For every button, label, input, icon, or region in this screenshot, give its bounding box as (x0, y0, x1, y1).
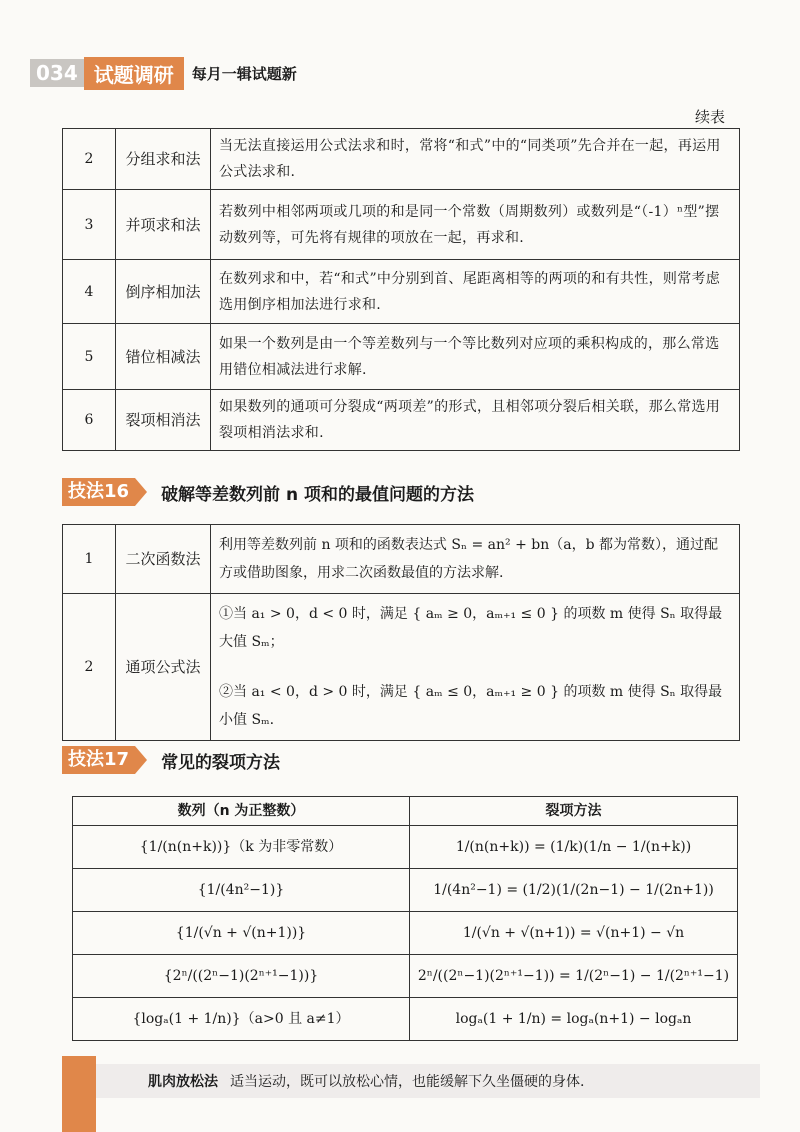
section-title: 常见的裂项方法 (161, 752, 281, 773)
tip-label: 肌肉放松法 (148, 1074, 218, 1090)
table-row (73, 912, 738, 955)
split-cell: logₐ(1 + 1/n) = logₐ(n+1) − logₐn (410, 998, 738, 1041)
method-name: 分组求和法 (116, 129, 211, 190)
column-subtitle: 每月一辑试题新 (191, 64, 297, 83)
method-description: 当无法直接运用公式法求和时，常将“和式”中的“同类项”先合并在一起，再运用公式法求和. (211, 129, 740, 190)
section-label: 技法16 (62, 478, 135, 506)
case-one: ①当 a₁ > 0，d < 0 时，满足 { aₘ ≥ 0，aₘ₊₁ ≤ 0 } 的项数 m 使得 Sₙ 取得最大值 Sₘ； (219, 606, 723, 650)
tip-text: 适当运动，既可以放松心情，也能缓解下久坐僵硬的身体. (230, 1074, 585, 1090)
method-name: 二次函数法 (116, 525, 211, 594)
sequence-cell: {2ⁿ/((2ⁿ−1)(2ⁿ⁺¹−1))} (73, 955, 410, 998)
sequence-cell: {1/(√n + √(n+1))} (73, 912, 410, 955)
row-number: 1 (63, 525, 116, 594)
section-banner-17 (62, 746, 280, 774)
row-number: 2 (63, 129, 116, 190)
continued-label: 续表 (694, 108, 725, 126)
column-header: 数列（n 为正整数） (73, 797, 410, 826)
side-tab (62, 1056, 96, 1132)
method-description: 若数列中相邻两项或几项的和是同一个常数（周期数列）或数列是“（-1）ⁿ型”摆动数列等，可先将有规律的项放在一起，再求和. (211, 190, 740, 260)
table-row (73, 998, 738, 1041)
table-row (63, 190, 740, 260)
section-title: 破解等差数列前 n 项和的最值问题的方法 (161, 484, 475, 505)
sequence-cell: {1/(4n²−1)} (73, 869, 410, 912)
section-banner-16 (62, 478, 474, 506)
table-row (63, 525, 740, 594)
split-cell: 1/(√n + √(n+1)) = √(n+1) − √n (410, 912, 738, 955)
method-name: 通项公式法 (116, 594, 211, 741)
sequence-cell: {1/(n(n+k))}（k 为非零常数） (73, 826, 410, 869)
table-row (63, 129, 740, 190)
method-name: 倒序相加法 (116, 260, 211, 324)
row-number: 3 (63, 190, 116, 260)
chevron-right-icon (135, 746, 147, 774)
method-name: 裂项相消法 (116, 390, 211, 451)
extremum-methods-table (62, 524, 740, 741)
column-title: 试题调研 (84, 57, 184, 90)
page-header (30, 55, 297, 91)
method-description (211, 594, 740, 741)
table-row (63, 390, 740, 451)
method-description: 利用等差数列前 n 项和的函数表达式 Sₙ = an² + bn（a，b 都为常数），通过配方或借助图象，用求二次函数最值的方法求解. (211, 525, 740, 594)
table-row (73, 955, 738, 998)
table-row (73, 869, 738, 912)
row-number: 2 (63, 594, 116, 741)
method-description: 如果数列的通项可分裂成“两项差”的形式，且相邻项分裂后相关联，那么常选用裂项相消法求和. (211, 390, 740, 451)
footer-tip (62, 1064, 760, 1098)
page-number: 034 (30, 59, 84, 87)
method-description: 如果一个数列是由一个等差数列与一个等比数列对应项的乘积构成的，那么常选用错位相减法进行求解. (211, 324, 740, 390)
case-two: ②当 a₁ < 0，d > 0 时，满足 { aₘ ≤ 0，aₘ₊₁ ≥ 0 } 的项数 m 使得 Sₙ 取得最小值 Sₘ. (219, 684, 723, 728)
row-number: 4 (63, 260, 116, 324)
sequence-cell: {logₐ(1 + 1/n)}（a>0 且 a≠1） (73, 998, 410, 1041)
split-cell: 1/(n(n+k)) = (1/k)(1/n − 1/(n+k)) (410, 826, 738, 869)
chevron-right-icon (135, 478, 147, 506)
table-row (73, 826, 738, 869)
table-row (63, 260, 740, 324)
split-cell: 2ⁿ/((2ⁿ−1)(2ⁿ⁺¹−1)) = 1/(2ⁿ−1) − 1/(2ⁿ⁺¹−1) (410, 955, 738, 998)
table-header-row (73, 797, 738, 826)
split-term-table (72, 796, 738, 1041)
method-description: 在数列求和中，若“和式”中分别到首、尾距离相等的两项的和有共性，则常考虑选用倒序相加法进行求和. (211, 260, 740, 324)
section-label: 技法17 (62, 746, 135, 774)
table-row (63, 594, 740, 741)
row-number: 6 (63, 390, 116, 451)
table-row (63, 324, 740, 390)
summation-methods-table (62, 128, 740, 451)
split-cell: 1/(4n²−1) = (1/2)(1/(2n−1) − 1/(2n+1)) (410, 869, 738, 912)
method-name: 并项求和法 (116, 190, 211, 260)
method-name: 错位相减法 (116, 324, 211, 390)
column-header: 裂项方法 (410, 797, 738, 826)
row-number: 5 (63, 324, 116, 390)
